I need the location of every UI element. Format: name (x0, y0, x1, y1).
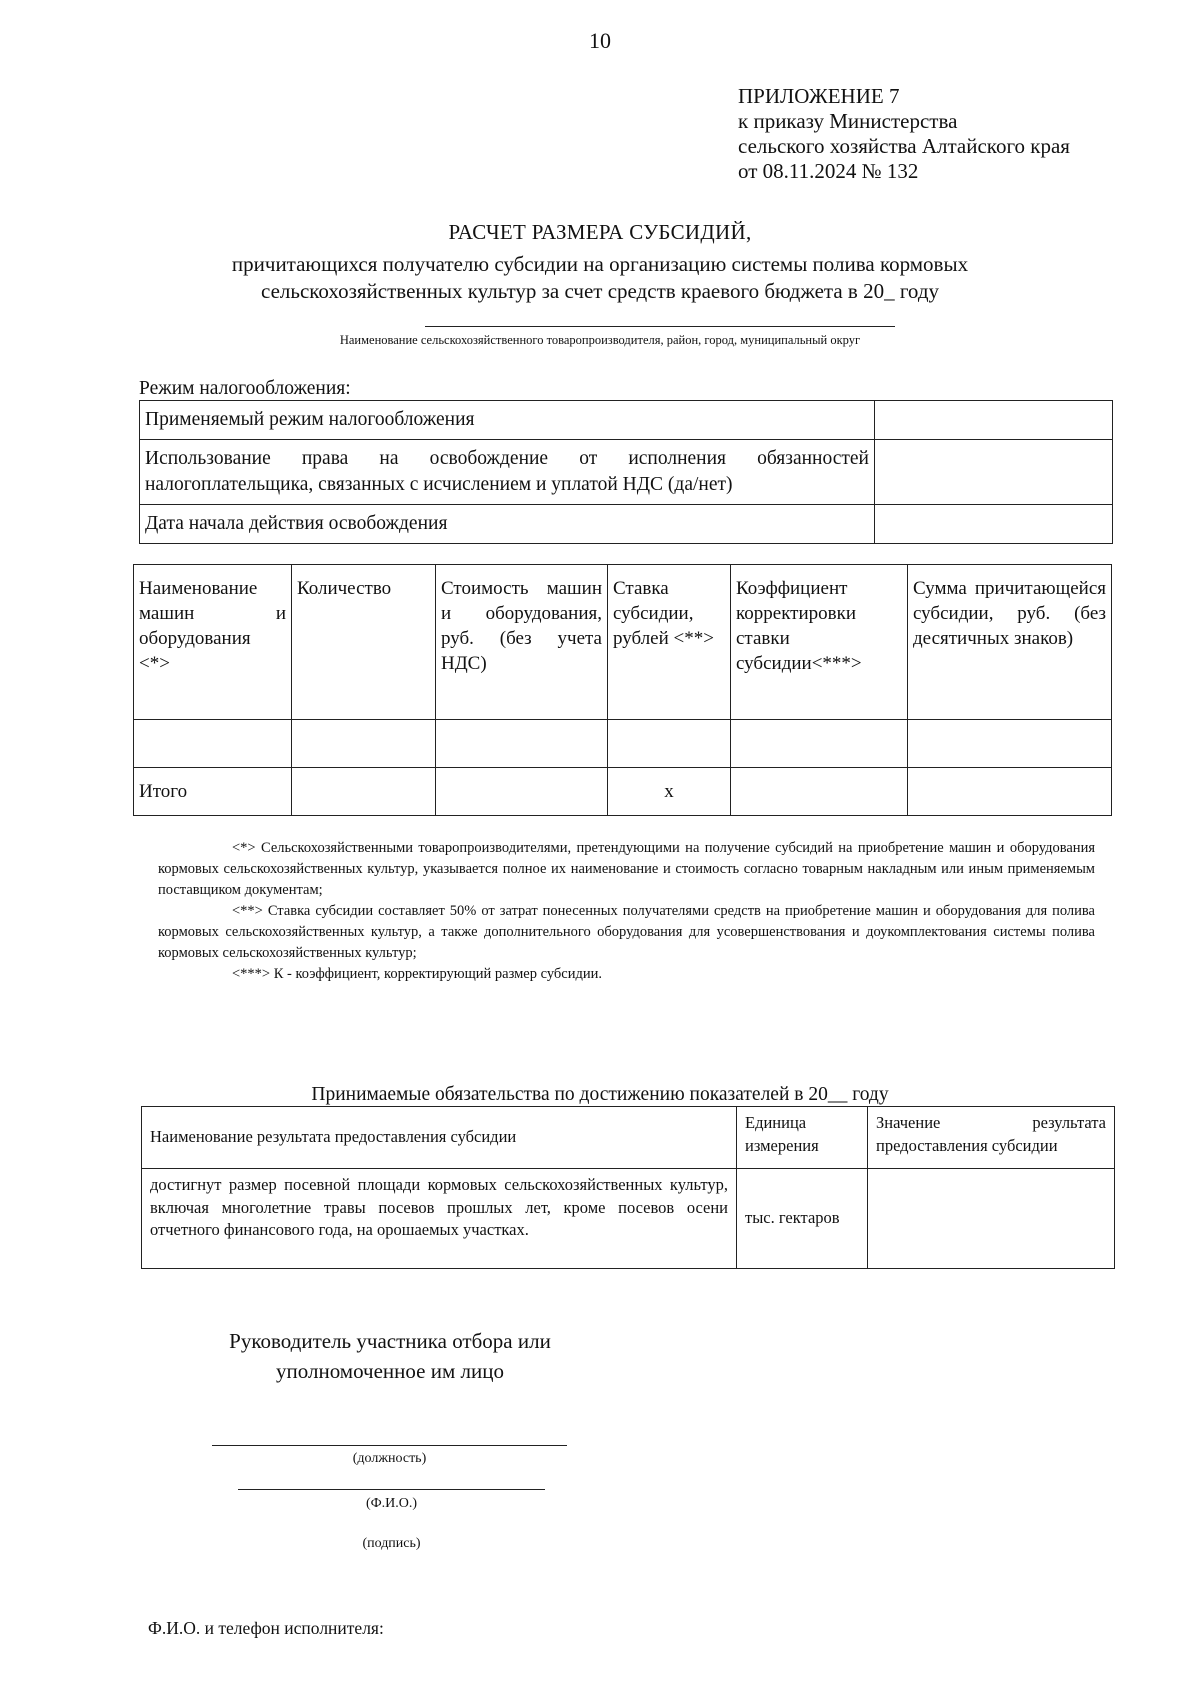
tax-row-label: Дата начала действия освобождения (140, 505, 875, 544)
document-title: РАСЧЕТ РАЗМЕРА СУБСИДИЙ, (448, 220, 752, 244)
producer-name-caption: Наименование сельскохозяйственного товаропроизводителя, район, город, муниципальный округ (339, 333, 861, 347)
equipment-subsidy-table (133, 564, 1112, 816)
header-quantity: Количество (292, 565, 436, 720)
tax-row-value (875, 401, 1113, 440)
table-row (134, 720, 1112, 768)
tax-regime-table (139, 400, 1113, 544)
tax-row-label: Применяемый режим налогообложения (140, 401, 875, 440)
results-table (141, 1106, 1115, 1269)
data-cell (908, 720, 1112, 768)
header-equipment-name: Наименование машин и оборудования <*> (134, 565, 292, 720)
tax-regime-label: Режим налогообложения: (139, 378, 351, 399)
signer-title (190, 1326, 590, 1386)
table-header-row (142, 1107, 1115, 1169)
data-cell (292, 720, 436, 768)
header-result-name: Наименование результата предоставления субсидии (142, 1107, 737, 1169)
appendix-block (738, 84, 1070, 184)
appendix-line-3: от 08.11.2024 № 132 (738, 159, 919, 183)
appendix-line-2: сельского хозяйства Алтайского края (738, 134, 1070, 158)
contact-label: Ф.И.О. и телефон исполнителя: (148, 1618, 384, 1638)
table-row (140, 505, 1113, 544)
producer-name-line (425, 326, 895, 327)
data-cell (436, 768, 608, 816)
document-subtitle (0, 251, 1200, 305)
footnote-2: <**> Ставка субсидии составляет 50% от затрат понесенных получателями средств на приобретение машин и оборудования для полива кормовых сельскохозяйственных культур, а также дополнительного оборудования для усовершенствования и доукомплектования системы полива кормовых сельскохозяйственных культур; (158, 903, 1095, 961)
data-cell (731, 768, 908, 816)
position-line (212, 1445, 567, 1446)
subtitle-line-2: сельскохозяйственных культур за счет средств краевого бюджета в 20_ году (261, 279, 939, 303)
result-value (868, 1169, 1115, 1269)
header-subsidy-sum: Сумма причитающейся субсидии, руб. (без десятичных знаков) (908, 565, 1112, 720)
result-unit: тыс. гектаров (737, 1169, 868, 1269)
data-cell (436, 720, 608, 768)
footnote-1: <*> Сельскохозяйственными товаропроизводителями, претендующими на получение субсидий на приобретение машин и оборудования кормовых сельскохозяйственных культур, указывается полное их наименование и стоимость согласно товарным накладным или иным применяемым поставщиком документам; (158, 840, 1095, 898)
data-cell (608, 720, 731, 768)
total-label: Итого (134, 768, 292, 816)
tax-row-label: Использование права на освобождение от исполнения обязанностей налогоплательщика, связанных с исчислением и уплатой НДС (да/нет) (140, 440, 875, 505)
signer-title-line-1: Руководитель участника отбора или (229, 1329, 551, 1353)
header-unit: Единица измерения (737, 1107, 868, 1169)
table-row (140, 440, 1113, 505)
header-cost: Стоимость машин и оборудования, руб. (без учета НДС) (436, 565, 608, 720)
total-rate-mark: x (608, 768, 731, 816)
table-row (142, 1169, 1115, 1269)
page-number: 10 (589, 28, 611, 53)
result-name: достигнут размер посевной площади кормовых сельскохозяйственных культур, включая многолетние травы посевов прошлых лет, кроме посевов осени отчетного финансового года, на орошаемых участках. (142, 1169, 737, 1269)
table-header-row (134, 565, 1112, 720)
tax-row-value (875, 505, 1113, 544)
footnote-3: <***> К - коэффициент, корректирующий размер субсидии. (232, 966, 603, 982)
fio-caption: (Ф.И.О.) (365, 1496, 418, 1511)
signer-title-line-2: уполномоченное им лицо (276, 1359, 504, 1383)
table-total-row (134, 768, 1112, 816)
fio-line (238, 1489, 545, 1490)
header-coefficient: Коэффициент корректировки ставки субсидии<***> (731, 565, 908, 720)
data-cell (731, 720, 908, 768)
subtitle-line-1: причитающихся получателю субсидии на организацию системы полива кормовых (231, 252, 969, 276)
data-cell (134, 720, 292, 768)
header-result-value: Значение результата предоставления субсидии (868, 1107, 1115, 1169)
appendix-line-1: к приказу Министерства (738, 109, 958, 133)
appendix-title: ПРИЛОЖЕНИЕ 7 (738, 84, 900, 108)
footnotes (158, 838, 1095, 985)
data-cell (908, 768, 1112, 816)
position-caption: (должность) (352, 1451, 427, 1466)
data-cell (292, 768, 436, 816)
results-title: Принимаемые обязательства по достижению показателей в 20__ году (311, 1084, 889, 1105)
header-rate: Ставка субсидии, рублей <**> (608, 565, 731, 720)
tax-row-value (875, 440, 1113, 505)
signature-caption: (подпись) (362, 1536, 421, 1551)
table-row (140, 401, 1113, 440)
